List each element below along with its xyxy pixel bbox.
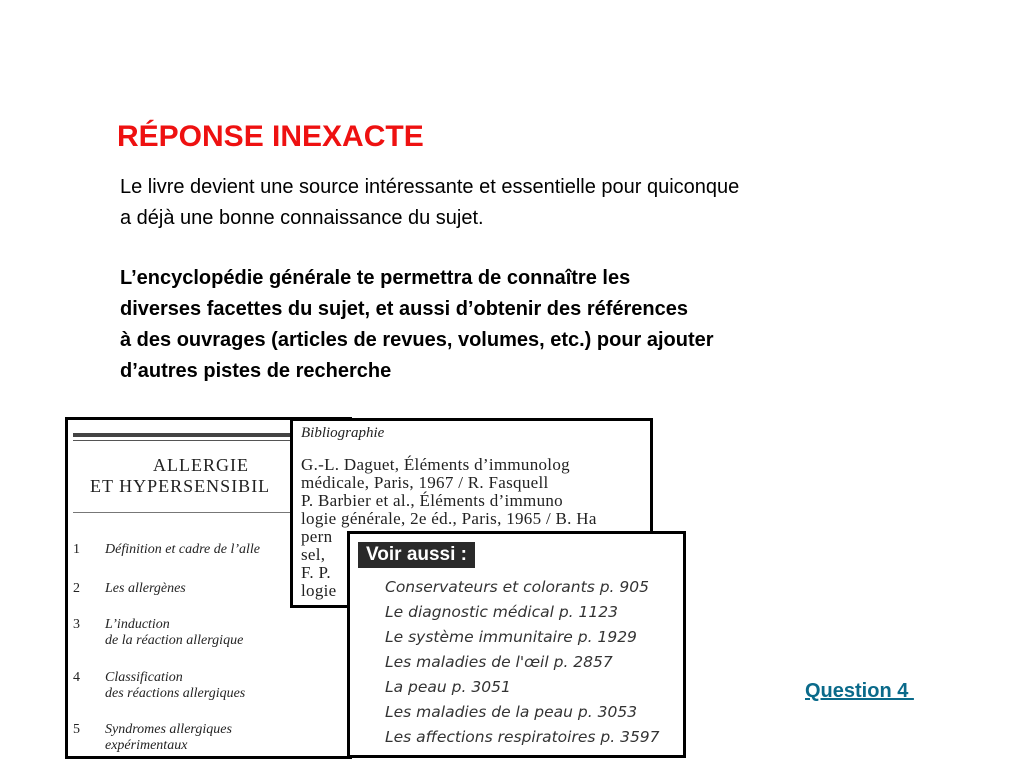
explanation-line: L’encyclopédie générale te permettra de connaître les [120, 267, 631, 289]
encyclopedia-subheading: ET HYPERSENSIBIL [90, 476, 271, 496]
toc-number: 1 [73, 542, 80, 557]
see-also-ref: La peau p. 3051 [385, 678, 511, 696]
toc-number: 3 [73, 617, 80, 632]
bibliography-line: F. P. [301, 563, 331, 582]
toc-text: L’induction [105, 617, 170, 632]
toc-text: Les allergènes [105, 581, 186, 596]
bibliography-line: logie générale, 2e éd., Paris, 1965 / B. Ha [301, 509, 597, 528]
toc-text: Classification [105, 670, 183, 685]
see-also-label: Voir aussi : [358, 542, 475, 568]
see-also-image [347, 531, 686, 758]
intro-line: Le livre devient une source intéressante et essentielle pour quiconque [120, 176, 740, 198]
bibliography-line: P. Barbier et al., Éléments d’immuno [301, 491, 563, 510]
intro-paragraph [120, 172, 739, 234]
see-also-ref: Les affections respiratoires p. 3597 [385, 728, 660, 746]
explanation-line: d’autres pistes de recherche [120, 360, 392, 382]
bibliography-line: pern [301, 527, 333, 546]
see-also-ref: Les maladies de l'œil p. 2857 [385, 653, 613, 671]
bibliography-line: G.-L. Daguet, Éléments d’immunolog [301, 455, 570, 474]
next-question-link[interactable]: Question 4 [805, 680, 914, 702]
toc-text: Définition et cadre de l’alle [105, 542, 260, 557]
bibliography-line: sel, [301, 545, 326, 564]
see-also-ref: Conservateurs et colorants p. 905 [385, 578, 649, 596]
see-also-ref: Le système immunitaire p. 1929 [385, 628, 637, 646]
bibliography-heading: Bibliographie [301, 425, 385, 441]
toc-text: des réactions allergiques [105, 686, 246, 701]
explanation-line: à des ouvrages (articles de revues, volumes, etc.) pour ajouter [120, 329, 714, 351]
intro-line: a déjà une bonne connaissance du sujet. [120, 207, 484, 229]
encyclopedia-heading: ALLERGIE [153, 455, 249, 475]
explanation-paragraph [120, 263, 714, 387]
explanation-line: diverses facettes du sujet, et aussi d’obtenir des références [120, 298, 689, 320]
toc-number: 2 [73, 581, 80, 596]
bibliography-line: logie [301, 581, 337, 600]
bibliography-line: médicale, Paris, 1967 / R. Fasquell [301, 473, 549, 492]
toc-number: 5 [73, 722, 80, 737]
see-also-ref: Le diagnostic médical p. 1123 [385, 603, 618, 621]
toc-number: 4 [73, 670, 80, 685]
toc-text: Syndromes allergiques [105, 722, 232, 737]
page-title: RÉPONSE INEXACTE [117, 120, 424, 153]
see-also-ref: Les maladies de la peau p. 3053 [385, 703, 638, 721]
toc-text: expérimentaux [105, 738, 188, 753]
toc-text: de la réaction allergique [105, 633, 244, 648]
